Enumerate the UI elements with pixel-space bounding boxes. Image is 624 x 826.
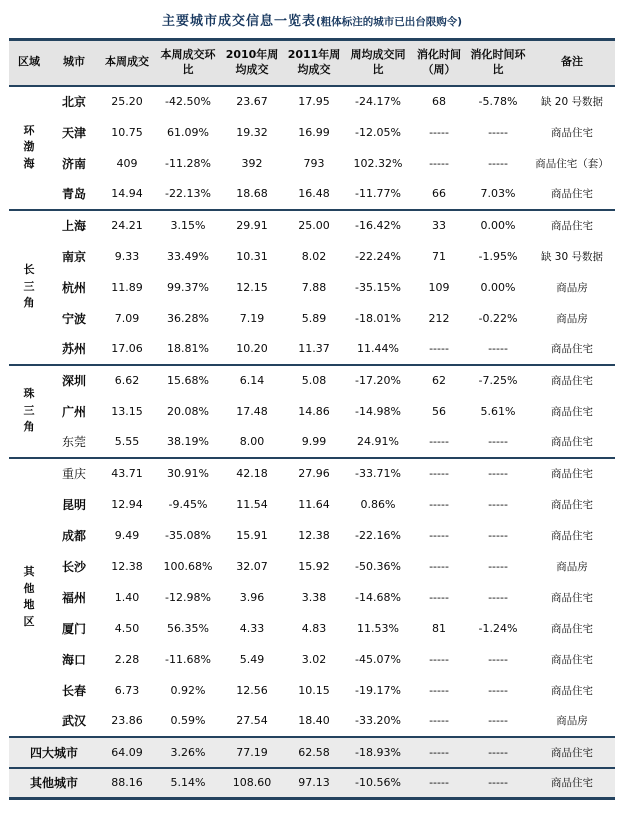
value-cell: 9.49 [114, 528, 140, 542]
remark-cell: 商品房 [556, 281, 588, 294]
value-cell: 12.38 [298, 528, 330, 542]
value-cell: ----- [488, 745, 508, 759]
value-cell: 17.06 [111, 342, 143, 355]
region-cell [9, 86, 49, 210]
value-cell: 108.60 [232, 776, 272, 790]
value-cell: 56 [432, 404, 446, 418]
value-cell: ----- [429, 590, 449, 604]
city-cell: 南京 [61, 249, 86, 264]
value-cell: -19.17% [355, 683, 401, 697]
value-cell: 25.20 [111, 95, 143, 108]
value-cell: 27.54 [236, 714, 268, 727]
remark-cell: 商品住宅 [551, 653, 593, 666]
remark-cell: 缺 20 号数据 [540, 96, 604, 108]
value-cell: 5.89 [301, 311, 327, 325]
city-cell: 广州 [61, 404, 86, 419]
value-cell: 68 [432, 95, 446, 108]
table-row [9, 551, 615, 582]
transactions-table [9, 38, 615, 800]
value-cell: ----- [429, 652, 449, 666]
value-cell: ----- [429, 683, 449, 697]
value-cell: 16.48 [298, 187, 330, 200]
value-cell: 5.55 [114, 435, 140, 448]
value-cell: 18.68 [236, 187, 268, 200]
value-cell: 4.83 [301, 621, 327, 635]
value-cell: -1.95% [478, 249, 518, 263]
value-cell: 9.33 [114, 249, 140, 263]
value-cell: 88.16 [111, 776, 143, 790]
value-cell: 409 [116, 156, 138, 170]
value-cell: 3.38 [301, 590, 327, 604]
remark-cell: 缺 30 号数据 [540, 250, 604, 263]
value-cell: 793 [303, 156, 325, 170]
value-cell: 15.92 [298, 559, 330, 573]
column-header-5: 2011年周均成交 [287, 47, 341, 76]
value-cell: -14.98% [355, 404, 401, 418]
value-cell: 0.92% [170, 683, 206, 697]
table-row [9, 272, 615, 303]
value-cell: 11.37 [298, 342, 330, 355]
value-cell: 33.49% [167, 249, 209, 263]
remark-cell: 商品住宅 [551, 684, 593, 697]
remark-cell: 商品住宅 [551, 498, 593, 511]
table-head [9, 40, 615, 86]
value-cell: ----- [429, 745, 449, 759]
city-cell: 宁波 [61, 311, 86, 326]
value-cell: -17.20% [355, 374, 401, 387]
value-cell: -45.07% [355, 652, 401, 666]
remark-cell: 商品房 [556, 560, 588, 573]
value-cell: 4.50 [114, 621, 140, 635]
value-cell: 10.75 [111, 125, 143, 139]
value-cell: ----- [429, 467, 449, 480]
table-row [9, 303, 615, 334]
table-title [9, 10, 615, 29]
value-cell: 20.08% [167, 404, 209, 418]
value-cell: 0.86% [360, 497, 396, 511]
region-section-2 [9, 365, 615, 458]
value-cell: -9.45% [168, 497, 208, 511]
table-row [9, 520, 615, 551]
value-cell: 3.15% [170, 219, 206, 232]
remark-cell: 商品住宅 [551, 375, 593, 387]
column-header-3: 本周成交环比 [160, 47, 216, 76]
value-cell: -16.42% [355, 219, 401, 232]
region-cell [9, 365, 49, 458]
remark-cell: 商品住宅 [551, 746, 593, 759]
column-header-4: 2010年周均成交 [225, 47, 279, 76]
value-cell: 109 [428, 280, 450, 294]
value-cell: 9.99 [301, 435, 327, 448]
value-cell: 6.73 [114, 683, 140, 697]
value-cell: 102.32% [353, 156, 403, 170]
value-cell: -22.16% [355, 528, 401, 542]
value-cell: 18.40 [298, 714, 330, 727]
value-cell: ----- [488, 497, 508, 511]
value-cell: -35.15% [355, 280, 401, 294]
remark-cell: 商品住宅 [551, 591, 593, 604]
region-section-0 [9, 86, 615, 210]
value-cell: -11.28% [165, 156, 211, 170]
value-cell: 3.26% [170, 745, 206, 759]
city-cell: 杭州 [61, 280, 86, 295]
remark-cell: 商品住宅 [551, 343, 593, 355]
value-cell: -12.98% [165, 590, 211, 604]
city-cell: 福州 [61, 590, 86, 605]
value-cell: 33 [432, 219, 446, 232]
city-cell: 成都 [61, 528, 86, 543]
table-row [9, 675, 615, 706]
table-row [9, 365, 615, 396]
value-cell: -1.24% [478, 621, 518, 635]
title-note: (粗体标注的城市已出台限购令) [315, 16, 463, 28]
value-cell: 17.95 [298, 95, 330, 108]
table-row [9, 489, 615, 520]
column-header-7: 消化时间（周） [417, 47, 461, 76]
value-cell: -11.68% [165, 652, 211, 666]
value-cell: ----- [488, 528, 508, 542]
value-cell: -11.77% [355, 187, 401, 200]
value-cell: 11.54 [236, 497, 268, 511]
value-cell: 38.19% [167, 435, 209, 448]
value-cell: 11.44% [357, 342, 399, 355]
value-cell: ----- [488, 683, 508, 697]
value-cell: 100.68% [163, 559, 213, 573]
value-cell: ----- [429, 528, 449, 542]
column-header-8: 消化时间环比 [470, 47, 526, 76]
value-cell: 12.94 [111, 497, 143, 511]
value-cell: 6.14 [239, 374, 265, 387]
value-cell: -24.17% [355, 95, 401, 108]
value-cell: ----- [429, 497, 449, 511]
value-cell: ----- [488, 342, 508, 355]
column-header-6: 周均成交同比 [350, 47, 406, 76]
remark-cell: 商品住宅 [551, 529, 593, 542]
value-cell: 3.96 [239, 590, 265, 604]
city-cell: 济南 [61, 156, 86, 171]
city-cell: 海口 [61, 652, 86, 667]
summary-label: 其他城市 [29, 776, 78, 791]
column-header-9: 备注 [561, 55, 583, 69]
value-cell: 30.91% [167, 467, 209, 480]
table-row [9, 334, 615, 365]
value-cell: 8.00 [239, 435, 265, 448]
value-cell: -10.56% [355, 776, 401, 790]
value-cell: 71 [432, 249, 446, 263]
value-cell: 14.86 [298, 404, 330, 418]
value-cell: 5.49 [239, 652, 265, 666]
value-cell: -42.50% [165, 95, 211, 108]
value-cell: ----- [488, 714, 508, 727]
value-cell: ----- [429, 559, 449, 573]
region-label: 珠三角 [23, 387, 35, 434]
value-cell: 11.53% [357, 621, 399, 635]
table-row [9, 644, 615, 675]
value-cell: 5.14% [170, 776, 206, 790]
value-cell: 25.00 [298, 219, 330, 232]
value-cell: 97.13 [298, 776, 330, 790]
title-main: 主要城市成交信息一览表 [161, 14, 316, 29]
value-cell: 27.96 [298, 467, 330, 480]
value-cell: ----- [429, 125, 449, 139]
value-cell: ----- [488, 559, 508, 573]
remark-cell: 商品住宅 [551, 436, 593, 448]
value-cell: 15.68% [167, 374, 209, 387]
table-row [9, 458, 615, 489]
remark-cell: 商品住宅（套） [535, 157, 609, 170]
value-cell: 43.71 [111, 467, 143, 480]
value-cell: ----- [488, 435, 508, 448]
value-cell: 0.59% [170, 714, 206, 727]
value-cell: 7.09 [114, 311, 140, 325]
value-cell: ----- [429, 156, 449, 170]
city-cell: 重庆 [61, 467, 86, 481]
value-cell: 12.38 [111, 559, 143, 573]
value-cell: 10.20 [236, 342, 268, 355]
value-cell: -12.05% [355, 125, 401, 139]
value-cell: ----- [488, 125, 508, 139]
value-cell: 1.40 [114, 590, 140, 604]
value-cell: 15.91 [236, 528, 268, 542]
column-header-0: 区域 [18, 55, 40, 69]
value-cell: 29.91 [236, 219, 268, 232]
value-cell: -33.20% [355, 714, 401, 727]
value-cell: 24.91% [357, 435, 399, 448]
table-row [9, 582, 615, 613]
value-cell: 17.48 [236, 404, 268, 418]
value-cell: 64.09 [111, 745, 143, 759]
city-cell: 苏州 [61, 342, 86, 356]
header-row [9, 40, 615, 86]
summary-row [9, 768, 615, 799]
table-row [9, 86, 615, 117]
value-cell: 11.64 [298, 497, 330, 511]
remark-cell: 商品住宅 [551, 622, 593, 635]
remark-cell: 商品住宅 [551, 405, 593, 418]
table-row [9, 706, 615, 737]
value-cell: 18.81% [167, 342, 209, 355]
region-section-1 [9, 210, 615, 365]
value-cell: ----- [429, 435, 449, 448]
value-cell: 81 [432, 621, 446, 635]
value-cell: -14.68% [355, 590, 401, 604]
value-cell: 6.62 [114, 374, 140, 387]
value-cell: -5.78% [478, 95, 518, 108]
value-cell: 23.67 [236, 95, 268, 108]
value-cell: 24.21 [111, 219, 143, 232]
city-cell: 昆明 [61, 497, 86, 512]
table-row [9, 427, 615, 458]
region-cell [9, 458, 49, 737]
city-cell: 长沙 [61, 559, 86, 574]
value-cell: 7.19 [239, 311, 265, 325]
remark-cell: 商品住宅 [551, 777, 593, 790]
value-cell: 0.00% [480, 280, 516, 294]
value-cell: 10.31 [236, 249, 268, 263]
remark-cell: 商品房 [556, 715, 588, 727]
value-cell: 62.58 [298, 745, 330, 759]
value-cell: 392 [241, 156, 263, 170]
value-cell: 5.61% [480, 404, 516, 418]
city-cell: 厦门 [61, 621, 86, 636]
value-cell: 61.09% [167, 125, 209, 139]
value-cell: 62 [432, 374, 446, 387]
region-cell [9, 210, 49, 365]
summary-label: 四大城市 [29, 745, 78, 760]
value-cell: ----- [488, 156, 508, 170]
city-cell: 青岛 [61, 187, 86, 201]
value-cell: 42.18 [236, 467, 268, 480]
value-cell: 14.94 [111, 187, 143, 200]
table-row [9, 613, 615, 644]
value-cell: -22.24% [355, 249, 401, 263]
table-row [9, 117, 615, 148]
region-label: 长三角 [23, 263, 35, 310]
value-cell: 16.99 [298, 125, 330, 139]
value-cell: ----- [488, 467, 508, 480]
value-cell: -50.36% [355, 559, 401, 573]
table-row [9, 396, 615, 427]
region-section-3 [9, 458, 615, 737]
value-cell: ----- [429, 342, 449, 355]
city-cell: 北京 [61, 95, 86, 109]
value-cell: 11.89 [111, 280, 143, 294]
value-cell: 19.32 [236, 125, 268, 139]
value-cell: ----- [429, 714, 449, 727]
value-cell: -0.22% [478, 311, 518, 325]
value-cell: 66 [432, 187, 446, 200]
value-cell: 23.86 [111, 714, 143, 727]
value-cell: 8.02 [301, 249, 327, 263]
city-cell: 长春 [61, 683, 86, 698]
value-cell: 7.03% [480, 187, 516, 200]
value-cell: 7.88 [301, 280, 327, 294]
value-cell: 36.28% [167, 311, 209, 325]
column-header-2: 本周成交 [105, 55, 149, 69]
value-cell: -18.01% [355, 311, 401, 325]
city-cell: 上海 [61, 219, 86, 233]
table-row [9, 241, 615, 272]
city-cell: 深圳 [61, 374, 86, 388]
value-cell: -33.71% [355, 467, 401, 480]
value-cell: 12.15 [236, 280, 268, 294]
remark-cell: 商品住宅 [551, 220, 593, 232]
value-cell: ----- [488, 652, 508, 666]
value-cell: 32.07 [236, 559, 268, 573]
value-cell: -18.93% [355, 745, 401, 759]
table-row [9, 210, 615, 241]
value-cell: 13.15 [111, 404, 143, 418]
value-cell: 10.15 [298, 683, 330, 697]
region-label: 环渤海 [23, 123, 35, 170]
summary-section-0 [9, 737, 615, 768]
value-cell: ----- [488, 590, 508, 604]
remark-cell: 商品房 [556, 312, 588, 325]
city-cell: 东莞 [61, 435, 86, 449]
value-cell: 12.56 [236, 683, 268, 697]
value-cell: -35.08% [165, 528, 211, 542]
remark-cell: 商品住宅 [551, 126, 593, 139]
value-cell: 212 [428, 311, 450, 325]
remark-cell: 商品住宅 [551, 188, 593, 200]
city-cell: 天津 [61, 125, 86, 140]
value-cell: -22.13% [165, 187, 211, 200]
value-cell: ----- [429, 776, 449, 790]
value-cell: ----- [488, 776, 508, 790]
summary-section-1 [9, 768, 615, 799]
remark-cell: 商品住宅 [551, 468, 593, 480]
value-cell: 0.00% [480, 219, 516, 232]
value-cell: 77.19 [236, 745, 268, 759]
value-cell: 56.35% [167, 621, 209, 635]
value-cell: -7.25% [478, 374, 518, 387]
value-cell: 4.33 [239, 621, 265, 635]
city-cell: 武汉 [61, 714, 86, 728]
value-cell: 5.08 [301, 374, 327, 387]
value-cell: 99.37% [167, 280, 209, 294]
value-cell: 2.28 [114, 652, 140, 666]
table-row [9, 179, 615, 210]
column-header-1: 城市 [63, 55, 85, 69]
value-cell: 3.02 [301, 652, 327, 666]
table-row [9, 148, 615, 179]
summary-row [9, 737, 615, 768]
region-label: 其他地区 [23, 565, 35, 628]
